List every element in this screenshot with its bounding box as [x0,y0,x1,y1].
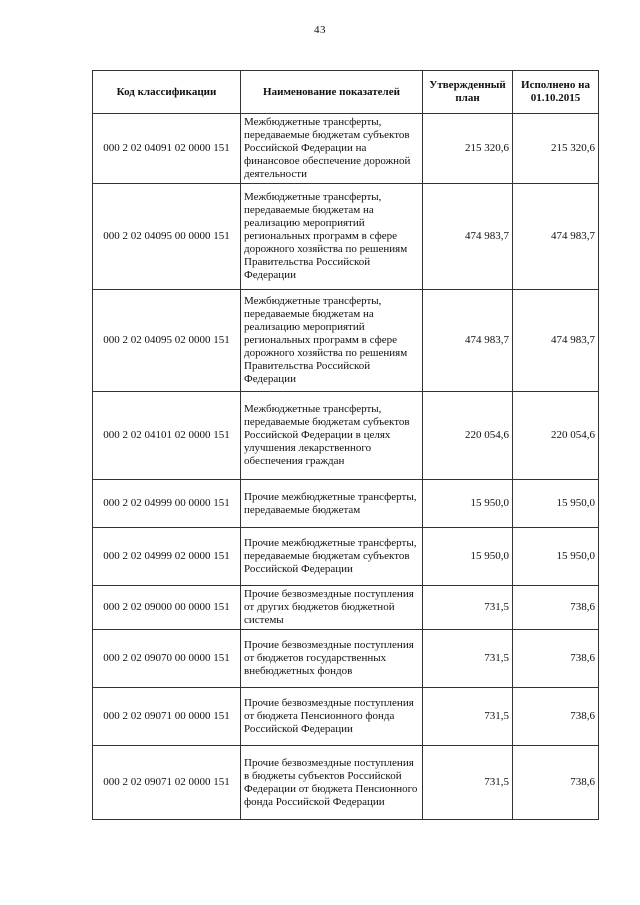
header-approved-plan [423,71,513,114]
row-code: 000 2 02 04999 02 0000 151 [93,528,241,586]
row-plan: 731,5 [423,586,513,630]
row-name: Межбюджетные трансферты, передаваемые бюджетам субъектов Российской Федерации в целях улучшения лекарственного обеспечения граждан [241,392,423,480]
row-name: Прочие безвозмездные поступления от бюджетов государственных внебюджетных фондов [241,630,423,688]
row-executed: 220 054,6 [513,392,599,480]
table-row [93,586,599,630]
row-name: Прочие безвозмездные поступления в бюджеты субъектов Российской Федерации от бюджета Пенсионного фонда Российской Федерации [241,746,423,820]
row-executed: 215 320,6 [513,114,599,184]
header-executed-line1: Исполнено на [521,79,590,91]
row-code: 000 2 02 04091 02 0000 151 [93,114,241,184]
table-row [93,480,599,528]
row-code: 000 2 02 04999 00 0000 151 [93,480,241,528]
row-executed: 474 983,7 [513,184,599,290]
row-plan: 215 320,6 [423,114,513,184]
table-row [93,392,599,480]
table-row [93,114,599,184]
row-executed: 474 983,7 [513,290,599,392]
row-plan: 15 950,0 [423,528,513,586]
table-row [93,688,599,746]
row-plan: 220 054,6 [423,392,513,480]
row-name: Межбюджетные трансферты, передаваемые бюджетам на реализацию мероприятий региональных программ в сфере дорожного хозяйства по решениям Правительства Российской Федерации [241,184,423,290]
page-number: 43 [314,24,326,36]
row-executed: 15 950,0 [513,528,599,586]
table-row [93,290,599,392]
row-name: Прочие безвозмездные поступления от других бюджетов бюджетной системы [241,586,423,630]
row-executed: 738,6 [513,746,599,820]
budget-table [92,70,599,820]
table-row [93,630,599,688]
row-plan: 474 983,7 [423,290,513,392]
header-executed-line2: 01.10.2015 [530,92,581,104]
row-executed: 738,6 [513,586,599,630]
row-name: Прочие межбюджетные трансферты, передаваемые бюджетам [241,480,423,528]
header-approved-plan-line1: Утвержденный [429,79,506,91]
row-plan: 731,5 [423,688,513,746]
row-code: 000 2 02 09071 02 0000 151 [93,746,241,820]
row-executed: 738,6 [513,688,599,746]
row-name: Прочие безвозмездные поступления от бюджета Пенсионного фонда Российской Федерации [241,688,423,746]
row-code: 000 2 02 09071 00 0000 151 [93,688,241,746]
row-executed: 15 950,0 [513,480,599,528]
table-row [93,184,599,290]
row-name: Межбюджетные трансферты, передаваемые бюджетам на реализацию мероприятий региональных программ в сфере дорожного хозяйства по решениям Правительства Российской Федерации [241,290,423,392]
row-plan: 15 950,0 [423,480,513,528]
row-plan: 731,5 [423,746,513,820]
header-approved-plan-line2: план [455,92,480,104]
row-code: 000 2 02 04101 02 0000 151 [93,392,241,480]
table-row [93,746,599,820]
row-code: 000 2 02 04095 00 0000 151 [93,184,241,290]
row-name: Межбюджетные трансферты, передаваемые бюджетам субъектов Российской Федерации на финансовое обеспечение дорожной деятельности [241,114,423,184]
row-code: 000 2 02 09070 00 0000 151 [93,630,241,688]
header-indicator-name: Наименование показателей [241,71,423,114]
table-row [93,528,599,586]
header-classification-code: Код классификации [93,71,241,114]
header-executed [513,71,599,114]
row-executed: 738,6 [513,630,599,688]
row-code: 000 2 02 04095 02 0000 151 [93,290,241,392]
row-name: Прочие межбюджетные трансферты, передаваемые бюджетам субъектов Российской Федерации [241,528,423,586]
row-code: 000 2 02 09000 00 0000 151 [93,586,241,630]
row-plan: 474 983,7 [423,184,513,290]
table-header-row [93,71,599,114]
row-plan: 731,5 [423,630,513,688]
